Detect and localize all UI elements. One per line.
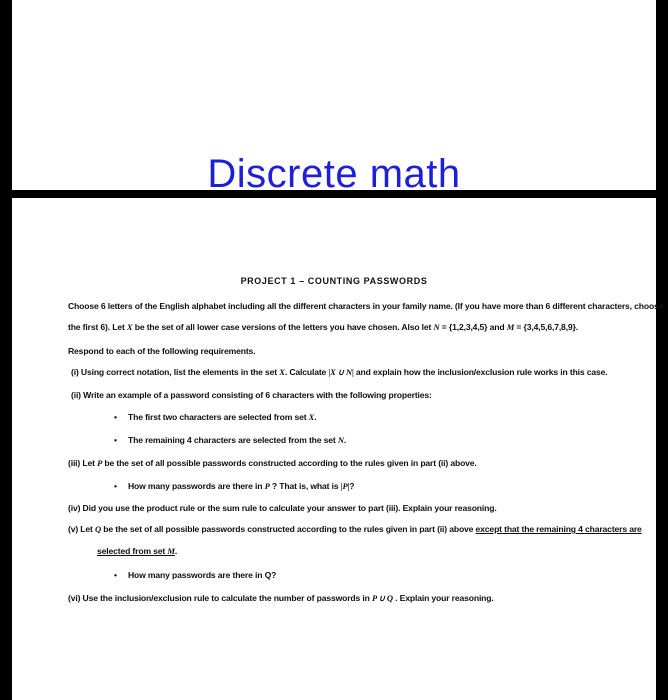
item-ii: (ii) Write an example of a password consisting of 6 characters with the following properties: bbox=[71, 390, 432, 400]
bullet-icon: • bbox=[114, 412, 117, 422]
var-m: M bbox=[506, 322, 515, 332]
respond-instruction: Respond to each of the following requirements. bbox=[68, 346, 256, 356]
bullet-icon: • bbox=[114, 570, 117, 580]
item-v: (v) Let Q be the set of all possible passwords constructed according to the rules given in part (ii) above except that the remaining 4 characters are bbox=[68, 524, 642, 534]
item-v-continued: selected from set M. bbox=[97, 546, 178, 556]
item-iii-bullet: • How many passwords are there in P ? That is, what is |P|? bbox=[114, 481, 355, 491]
item-v-bullet: • How many passwords are there in Q? bbox=[114, 570, 277, 580]
union-pq-expression: P ∪ Q bbox=[371, 593, 393, 603]
var-x: X bbox=[126, 322, 133, 332]
bullet-icon: • bbox=[114, 435, 117, 445]
intro-line-1: Choose 6 letters of the English alphabet including all the different characters in your family name. (If you have more than 6 different characters, choose bbox=[68, 301, 664, 311]
page-heading: Discrete math bbox=[207, 152, 461, 196]
bullet-icon: • bbox=[114, 481, 117, 491]
intro-line-2: the first 6). Let X be the set of all lower case versions of the letters you have chosen. Also let N = {1,2,3,4,5} and M = {3,4,5,6,7,8,9}. bbox=[68, 322, 578, 332]
top-panel bbox=[12, 0, 656, 196]
item-vi: (vi) Use the inclusion/exclusion rule to calculate the number of passwords in P ∪ Q . Explain your reasoning. bbox=[68, 593, 494, 603]
union-expression: |X ∪ N| bbox=[328, 367, 354, 377]
document-page bbox=[12, 198, 664, 700]
item-i: (i) Using correct notation, list the elements in the set X. Calculate |X ∪ N| and explain how the inclusion/exclusion rule works in this case. bbox=[71, 367, 608, 377]
project-title: PROJECT 1 – COUNTING PASSWORDS bbox=[240, 276, 428, 286]
var-n: N bbox=[433, 322, 440, 332]
item-iii: (iii) Let P be the set of all possible passwords constructed according to the rules given in part (ii) above. bbox=[68, 458, 477, 468]
item-ii-bullet-2: • The remaining 4 characters are selected from the set N. bbox=[114, 435, 347, 445]
item-ii-bullet-1: • The first two characters are selected from set X. bbox=[114, 412, 317, 422]
item-iv: (iv) Did you use the product rule or the sum rule to calculate your answer to part (iii). Explain your reasoning. bbox=[68, 503, 497, 513]
